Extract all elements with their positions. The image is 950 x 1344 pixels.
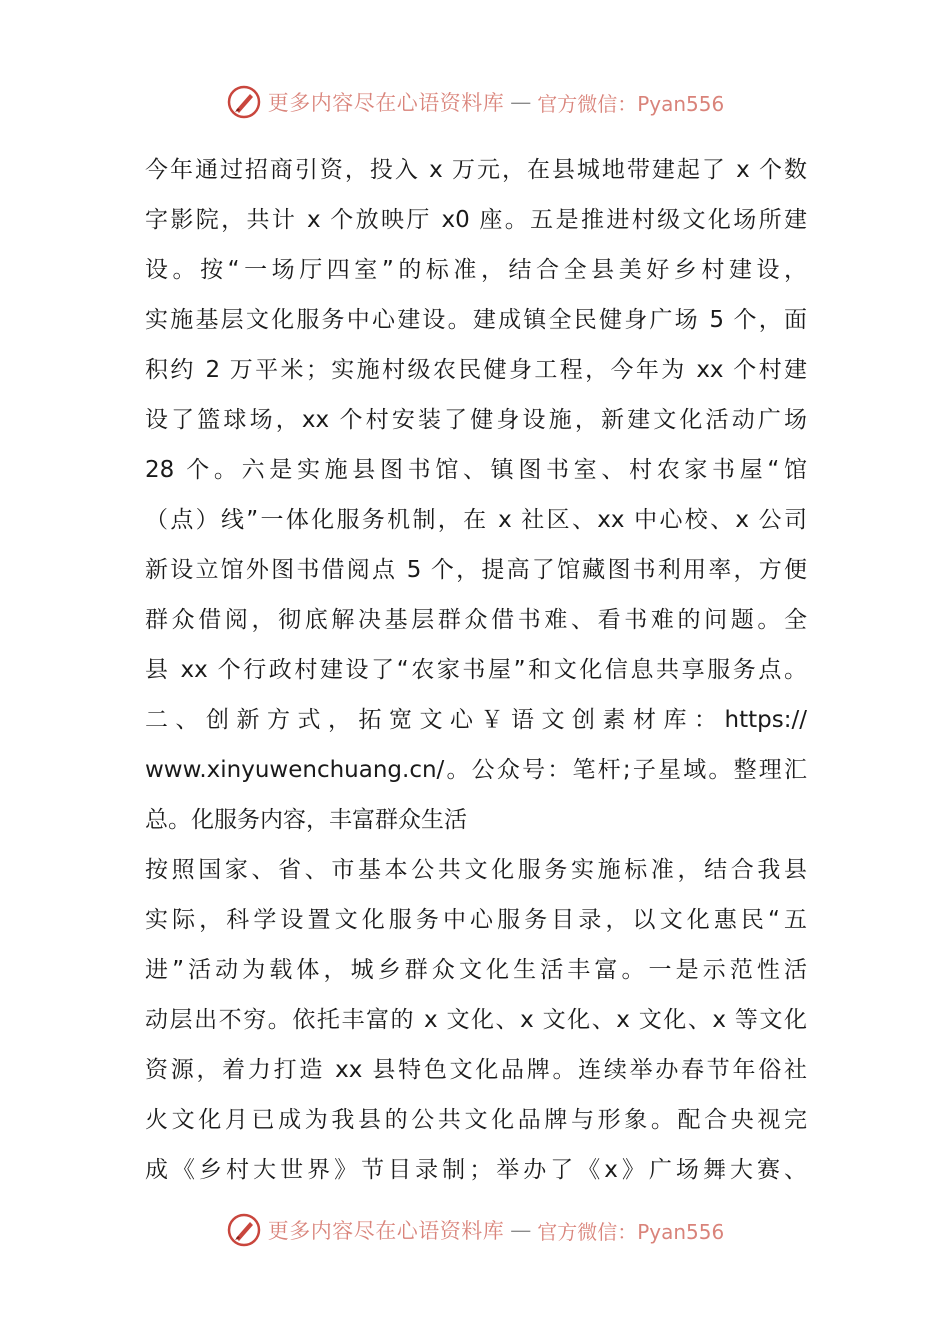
body-line: www.xinyuwenchuang.cn/。公众号：笔杆;子星域。整理汇	[145, 757, 807, 783]
footer-banner-text: 更多内容尽在心语资料库	[267, 1219, 505, 1243]
body-line: 新设立馆外图书借阅点 5 个，提高了馆藏图书利用率，方便	[145, 557, 807, 583]
body-line: 实施基层文化服务中心建设。建成镇全民健身广场 5 个，面	[145, 307, 807, 333]
body-line: （点）线”一体化服务机制，在 x 社区、xx 中心校、x 公司	[145, 507, 807, 533]
body-line: 总。化服务内容，丰富群众生活	[145, 807, 467, 833]
pen-logo-icon	[226, 84, 262, 120]
footer-banner-separator: —	[510, 1218, 532, 1242]
pen-logo-icon	[226, 1212, 262, 1248]
body-line: 火文化月已成为我县的公共文化品牌与形象。配合央视完	[145, 1107, 807, 1133]
body-line: 进”活动为载体，城乡群众文化生活丰富。一是示范性活	[145, 957, 807, 983]
body-line: 动层出不穷。依托丰富的 x 文化、x 文化、x 文化、x 等文化	[145, 1007, 807, 1033]
header-banner-separator: —	[510, 90, 532, 114]
header-banner-text: 更多内容尽在心语资料库	[267, 91, 505, 115]
body-line: 县 xx 个行政村建设了“农家书屋”和文化信息共享服务点。	[145, 657, 807, 683]
document-body	[145, 145, 807, 1195]
body-line: 28 个。六是实施县图书馆、镇图书室、村农家书屋“馆	[145, 457, 807, 483]
body-line: 实际，科学设置文化服务中心服务目录，以文化惠民“五	[145, 907, 807, 933]
header-watermark-banner	[0, 82, 950, 122]
body-line: 按照国家、省、市基本公共文化服务实施标准，结合我县	[145, 857, 807, 883]
body-line: 成《乡村大世界》节目录制；举办了《x》广场舞大赛、	[145, 1157, 807, 1183]
body-line: 设了篮球场，xx 个村安装了健身设施，新建文化活动广场	[145, 407, 807, 433]
body-line: 资源，着力打造 xx 县特色文化品牌。连续举办春节年俗社	[145, 1057, 807, 1083]
body-line: 字影院，共计 x 个放映厅 x0 座。五是推进村级文化场所建	[145, 207, 807, 233]
header-banner-wechat: 官方微信：Pyan556	[537, 91, 725, 116]
body-line: 今年通过招商引资，投入 x 万元，在县城地带建起了 x 个数	[145, 157, 807, 183]
footer-banner-wechat: 官方微信：Pyan556	[537, 1219, 725, 1244]
body-line: 二、创新方式，拓宽文心￥语文创素材库：https://	[145, 707, 807, 733]
footer-watermark-banner	[0, 1210, 950, 1250]
body-line: 设。按“一场厅四室”的标准，结合全县美好乡村建设，	[145, 257, 807, 283]
body-line: 积约 2 万平米；实施村级农民健身工程，今年为 xx 个村建	[145, 357, 807, 383]
body-line: 群众借阅，彻底解决基层群众借书难、看书难的问题。全	[145, 607, 807, 633]
